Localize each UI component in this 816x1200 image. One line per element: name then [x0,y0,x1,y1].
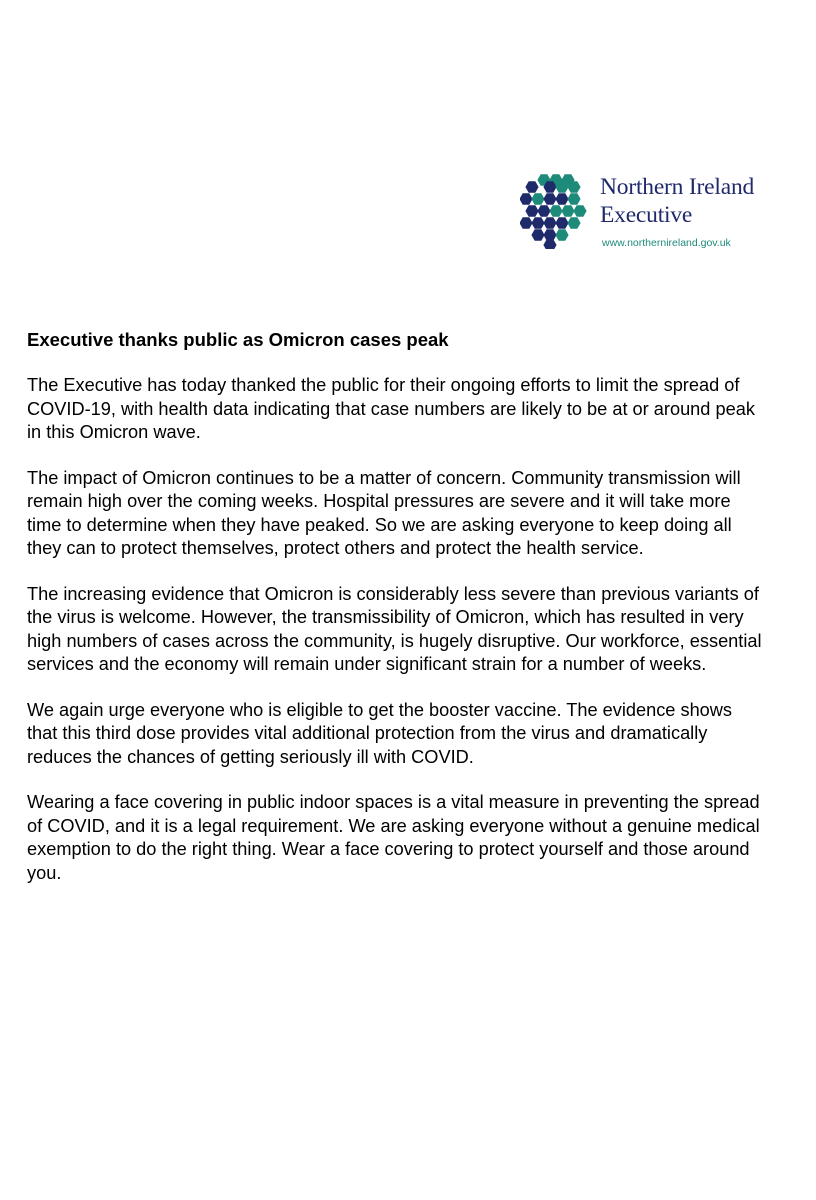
logo-hexagon [525,181,538,192]
logo-hexagon [520,193,533,204]
paragraph: The increasing evidence that Omicron is considerably less severe than previous variants of the virus is welcome. However, the transmissibility of Omicron, which has resulted in very high numbers of cases across the community, is hugely disruptive. Our workforce, essential services and the economy will remain under significant strain for a number of weeks. [27,583,762,674]
org-name-line1: Northern Ireland [600,174,755,200]
logo-hexagon [531,193,544,204]
logo-hexagon [561,205,574,216]
logo-hexagon [567,217,580,228]
org-name-line2: Executive [600,202,693,228]
logo-hexagon [531,217,544,228]
logo-hexagon [543,229,556,240]
website-url: www.northernireland.gov.uk [602,237,731,249]
logo-hexagon [525,205,538,216]
article-body [27,374,767,907]
logo-hexagon [555,193,568,204]
paragraph: The impact of Omicron continues to be a matter of concern. Community transmission will remain high over the coming weeks. Hospital pressures are severe and it will take more time to determine when they have peaked. So we are asking everyone to keep doing all they can to protect themselves, protect others and protect the health service. [27,467,741,558]
logo-hexagon [549,205,562,216]
logo-hexagon [537,205,550,216]
logo-hexagon [555,229,568,240]
org-name [600,173,754,229]
logo-hexagon [531,229,544,240]
logo-hexagon [567,193,580,204]
logo-hexagon [543,239,556,249]
logo-hexagon [555,217,568,228]
logo [520,170,810,260]
paragraph: The Executive has today thanked the public for their ongoing efforts to limit the spread of COVID-19, with health data indicating that case numbers are likely to be at or around peak in this Omicron wave. [27,375,755,442]
article-title: Executive thanks public as Omicron cases peak [27,329,449,350]
logo-hexagon [543,193,556,204]
paragraph: We again urge everyone who is eligible to get the booster vaccine. The evidence shows that this third dose provides vital additional protection from the virus and dramatically reduces the chances of getting seriously ill with COVID. [27,699,733,767]
logo-hexagon [543,217,556,228]
logo-hexagon [520,217,533,228]
paragraph: Wearing a face covering in public indoor spaces is a vital measure in preventing the spread of COVID, and it is a legal requirement. We are asking everyone without a genuine medical exemption to do the right thing. Wear a face covering to protect yourself and those around you. [27,792,760,883]
hexagon-cluster-logo-icon [520,173,588,249]
logo-hexagon [573,205,586,216]
